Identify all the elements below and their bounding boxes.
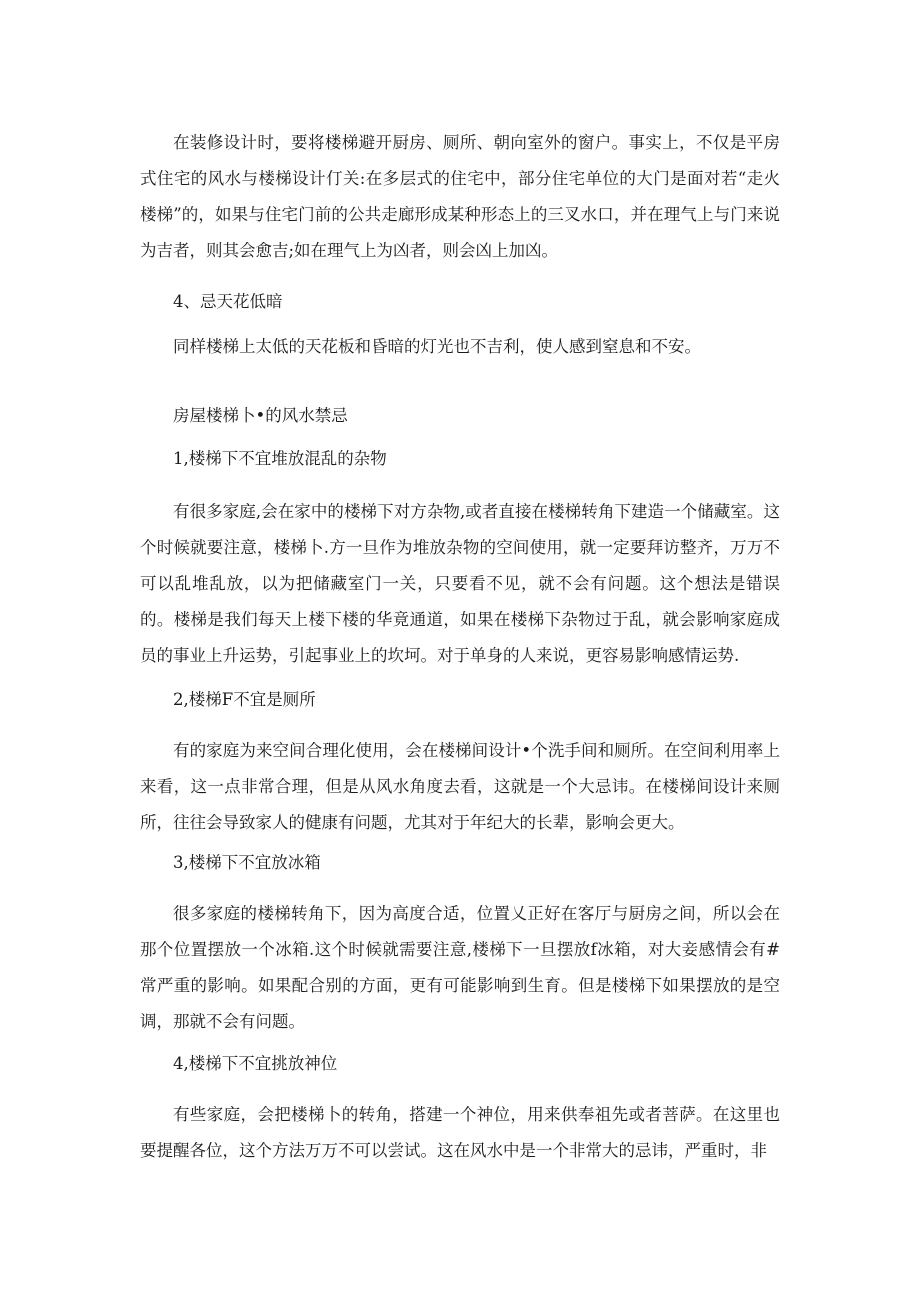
item-2-title: 2,楼梯F不宜是厕所 [173,690,316,709]
paragraph-ceiling: 同样楼梯上太低的天花板和昏暗的灯光也不吉利，使人感到窒息和不安。 [173,337,701,356]
item-3-text: 很多家庭的楼梯转角下，因为高度合适，位置乂正好在客厅与厨房之间，所以会在那个位置摆放一个冰箱.这个时候就需要注意,楼梯下一旦摆放f冰箱，对大妾感情会有#常严重的影响。如果配合别的方面，更有可能影响到生育。但是楼梯下如果摆放的是空调，那就不会有问题。 [140,904,780,1031]
item-1-title: 1,楼梯下不宜堆放混乱的杂物 [173,449,387,468]
heading-ceiling: 4、忌天花低暗 [173,292,283,311]
item-4-text: 有些家庭，会把楼梯卜的转角，搭建一个神位，用来供奉祖先或者菩萨。在这里也要提醒各位，这个方法万万不可以尝试。这在风水中是一个非常大的忌讳，严重时，非 [140,1105,780,1160]
paragraph-stair-placement: 在装修设计时，要将楼梯避开厨房、厕所、朝向室外的窗户。事实上，不仅是平房式住宅的风水与楼梯设计仃关:在多层式的住宅中，部分住宅单位的大门是面对若“走火楼梯”的，如果与住宅门前的公共走廊形成某种形态上的三叉水口，并在理气上与门来说为吉者，则其会愈吉;如在理气上为凶者，则会凶上加凶。 [140,133,780,260]
item-4-title: 4,楼梯下不宜挑放神位 [173,1054,338,1073]
item-3-title: 3,楼梯下不宜放冰箱 [173,853,321,872]
item-1-text: 有很多家庭,会在家中的楼梯下对方杂物,或者直接在楼梯转角下建造一个储藏室。这个时候就要注意，楼梯卜.方一旦作为堆放杂物的空间使用，就一定要拜访整齐，万万不可以乱堆乱放，以为把储藏室门一关，只要看不见，就不会有问题。这个想法是错误的。楼梯是我们每天上楼下楼的华竟通道，如果在楼梯下杂物过于乱，就会影响家庭成员的事业上升运势，引起事业上的坎坷。对于单身的人来说，更容易影响感情运势. [140,502,780,665]
section-title: 房屋楼梯卜•的风水禁忌 [173,406,348,425]
item-2-text: 有的家庭为来空间合理化使用，会在楼梯间设计•个洗手间和厕所。在空间利用率上来看，这一点非常合理，但是从风水角度去看，这就是一个大忌讳。在楼梯间设计来厕所，往往会导致家人的健康有问题，尤其对于年纪大的长辈，影响会更大。 [140,741,780,832]
